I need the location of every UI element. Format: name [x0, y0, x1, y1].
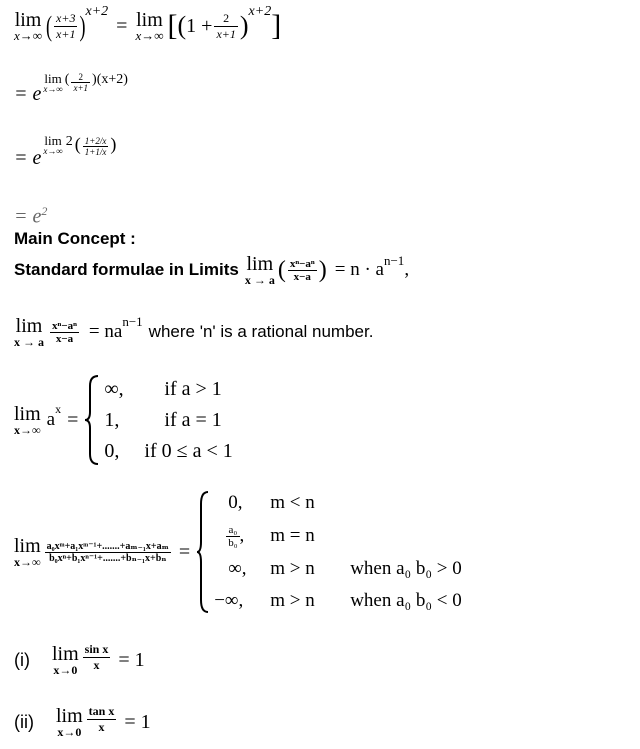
limit-operator: lim x→∞ — [43, 133, 63, 156]
derivation-line-2: = e lim x→∞ ( $\frac{2}{x+1}$ ) (x+2) — [14, 71, 128, 105]
formula-power-limit: lim x → a $\frac{\text{xⁿ−aⁿ}}{x-a}$ = na $^{n-1}$ where 'n' is a rational number. — [14, 314, 374, 349]
fraction: $\frac{1+2/x}{1+1/x}$ — [84, 136, 107, 157]
case-row: 0, if 0 ≤ a < 1 — [104, 439, 233, 462]
fraction: $\frac{\text{xⁿ−aⁿ}}{x-a}$ — [52, 319, 77, 345]
fraction: $\frac{\text{sin x}}{x}$ — [84, 642, 109, 672]
fraction: $\frac{\text{a₀xᵐ+a₁xᵐ⁻¹+.......+aₘ₋₁x+aₘ}}{\text{b₀xⁿ+b₁xⁿ⁻¹+.......+bₙ₋₁x+bₙ}}$ — [46, 540, 169, 564]
item-tan-limit: (ii) lim x→0 $\frac{\text{tan x}}{x}$ = 1 — [14, 704, 151, 739]
left-brace-icon — [196, 490, 210, 614]
fraction: $\frac{x+3}{x+1}$ — [56, 10, 76, 41]
limit-operator: lim x→0 — [56, 705, 83, 739]
formula-exponential-limit: lim x→∞ a $^x$ = ∞, if a > 1 1, if a = 1 0, if 0 ≤ a < 1 — [14, 372, 233, 468]
case-row: ∞, if a > 1 — [104, 377, 222, 400]
concept-standard-formula: Standard formulae in Limits lim x → a ( $\frac{\text{xⁿ−aⁿ}}{x-a}$ ) = n · a $^{n-1}$ , — [14, 253, 410, 287]
cases-list — [214, 487, 462, 617]
concept-subheading: Standard formulae in Limits — [14, 260, 239, 279]
left-brace-icon — [84, 374, 100, 466]
fraction: $\frac{2}{x+1}$ — [216, 10, 236, 41]
fraction: $\frac{2}{x+1}$ — [73, 72, 89, 93]
formula-rational-limit: lim x→∞ $\frac{\text{a₀xᵐ+a₁xᵐ⁻¹+.......+aₘ₋₁x+aₘ}}{\text{b₀xⁿ+b₁xⁿ⁻¹+.......+bₙ₋₁x+bₙ}}$ = 0, m < n $\frac{\text{a₀}}{\text{b₀}}$ , m = n ∞, m > n when a₀ b₀ > 0 −∞, m > n when a₀ b₀ < 0 — [14, 488, 462, 616]
item-sin-limit: (i) lim x→0 $\frac{\text{sin x}}{x}$ = 1 — [14, 642, 145, 677]
cases-list — [104, 374, 232, 467]
exponent: x+2 — [248, 4, 272, 19]
case-row: $\frac{\text{a₀}}{\text{b₀}}$ , m = n — [228, 523, 315, 549]
limit-operator: lim x→0 — [52, 643, 79, 677]
item-label: (i) — [14, 649, 30, 670]
fraction: $\frac{\text{tan x}}{x}$ — [88, 704, 115, 734]
case-row: ∞, m > n when a₀ b₀ > 0 — [228, 558, 462, 579]
limit-operator: lim x→∞ — [14, 403, 41, 437]
fraction: $\frac{\text{a₀}}{\text{b₀}}$ — [228, 523, 238, 549]
case-row: 0, m < n — [228, 492, 315, 513]
limit-operator: lim x → a — [14, 315, 44, 349]
exponent: x+2 — [85, 4, 109, 19]
concept-heading: Main Concept : — [14, 229, 136, 248]
fraction: $\frac{\text{xⁿ−aⁿ}}{x-a}$ — [289, 257, 315, 283]
derivation-line-4: = $e^2$ — [14, 204, 48, 228]
limit-operator: lim x → a — [244, 253, 275, 287]
limit-operator: lim x→∞ — [14, 535, 41, 569]
rational-note: where 'n' is a rational number. — [148, 322, 374, 341]
limit-operator: lim x→∞ — [43, 71, 63, 94]
derivation-line-3: = e lim x→∞ 2 ( $\frac{1+2/x}{1+1/x}$ ) — [14, 133, 117, 169]
item-label: (ii) — [14, 711, 34, 732]
case-row: −∞, m > n when a₀ b₀ < 0 — [214, 590, 462, 611]
limit-operator: lim x→∞ — [14, 9, 43, 43]
derivation-line-1: lim x→∞ ( $\frac{x+3}{x+1}$ ) x+2 = lim x→∞ [ ( 1 + $\frac{2}{x+1}$ ) x+2 ] — [14, 4, 282, 43]
limit-operator: lim x→∞ — [135, 9, 164, 43]
case-row: 1, if a = 1 — [104, 408, 222, 431]
